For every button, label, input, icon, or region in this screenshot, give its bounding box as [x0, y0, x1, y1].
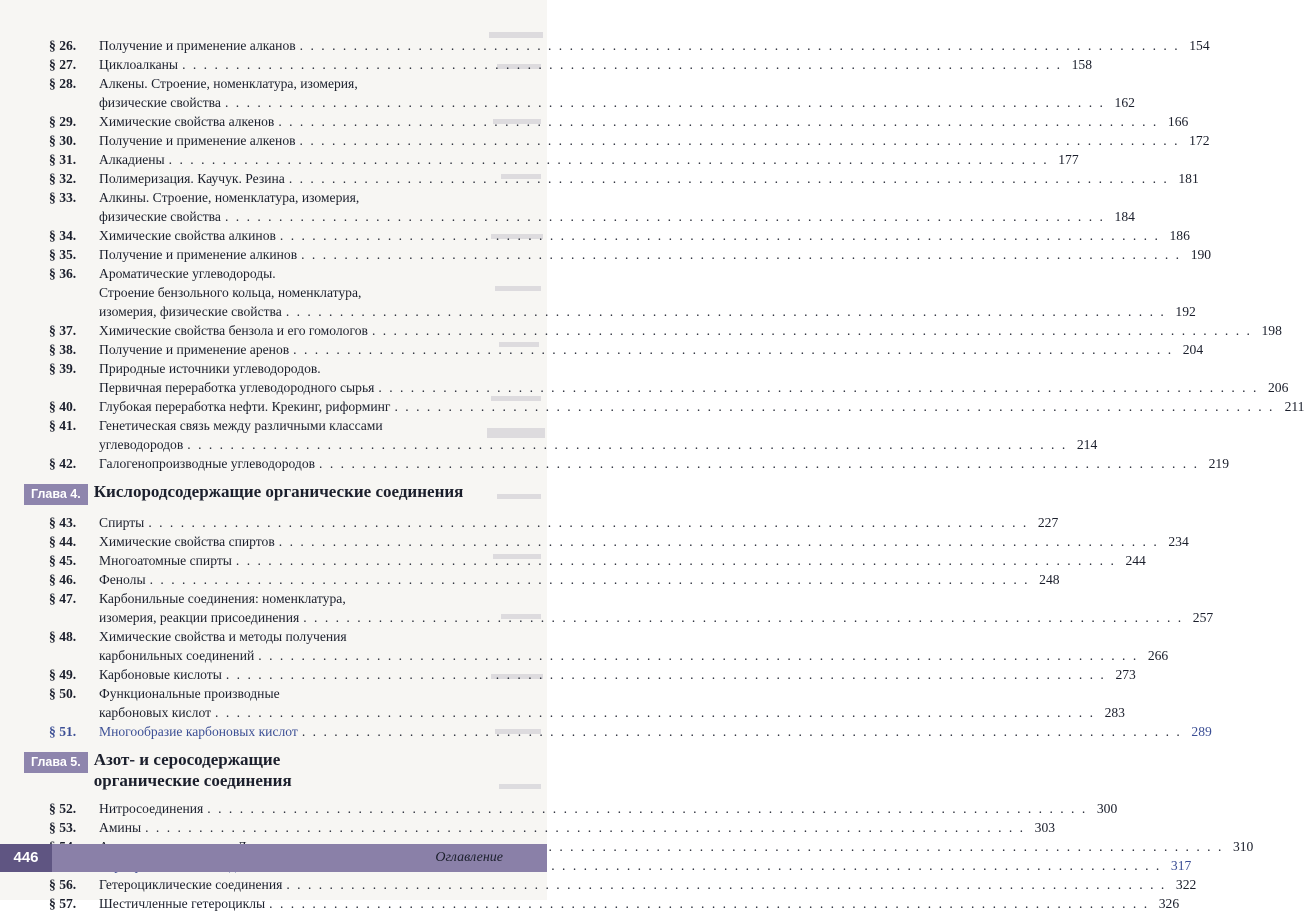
page-ref: 204: [1182, 342, 1204, 357]
table-of-contents: [31, 36, 1304, 913]
toc-entry[interactable]: [49, 454, 1229, 473]
page-ref: 300: [1096, 801, 1118, 816]
chapter-badge: Глава 5.: [24, 752, 88, 773]
section-title: Алкины. Строение, номенклатура, изомерия,: [99, 190, 360, 205]
page-ref: 190: [1190, 247, 1212, 262]
toc-entry[interactable]: [49, 875, 1197, 894]
page-ref: 214: [1076, 437, 1098, 452]
page-ref: 166: [1167, 114, 1189, 129]
page-ref: 317: [1170, 858, 1192, 873]
toc-entry[interactable]: [49, 513, 1059, 532]
section-number: § 35.: [49, 247, 77, 262]
section-title: Циклоалканы: [99, 57, 179, 72]
page-ref: 162: [1114, 95, 1135, 110]
section-number: § 56.: [49, 877, 77, 892]
page-number: 446: [0, 844, 52, 872]
section-title: Карбонильные соединения: номенклатура,: [99, 591, 346, 606]
page-ref: 303: [1034, 820, 1056, 835]
section-title: карбонильных соединений: [99, 648, 255, 663]
section-title: Амины: [99, 820, 142, 835]
dot-leader: [145, 818, 1025, 837]
section-number: § 34.: [49, 228, 77, 243]
section-number: § 33.: [49, 190, 77, 205]
dot-leader: [148, 513, 1028, 532]
section-number: § 32.: [49, 171, 77, 186]
section-number: § 41.: [49, 418, 77, 433]
dot-leader: [258, 646, 1138, 665]
section-title: карбоновых кислот: [99, 705, 212, 720]
section-number: § 44.: [49, 534, 77, 549]
dot-leader: [207, 799, 1087, 818]
section-number: § 51.: [49, 724, 77, 739]
page-ref: 219: [1208, 456, 1229, 471]
section-title: Строение бензольного кольца, номенклатура,: [99, 285, 362, 300]
page-ref: 244: [1125, 553, 1146, 568]
toc-entry[interactable]: [49, 589, 1214, 627]
toc-entry[interactable]: [49, 818, 1056, 837]
section-number: § 49.: [49, 667, 77, 682]
section-number: § 53.: [49, 820, 77, 835]
chapter-title-line: Кислородсодержащие органические соединения: [93, 482, 464, 501]
chapter-title: [88, 749, 292, 791]
page-ref: 184: [1114, 209, 1135, 224]
section-title: изомерия, физические свойства: [99, 304, 282, 319]
section-number: § 47.: [49, 591, 77, 606]
dot-leader: [372, 321, 1252, 340]
chapter-5-heading: [24, 749, 515, 791]
section-title: Получение и применение алкенов: [99, 133, 296, 148]
section-title: Нитросоединения: [99, 801, 204, 816]
section-title: Получение и применение алкинов: [99, 247, 298, 262]
toc-entry[interactable]: [49, 397, 1304, 416]
section-number: § 26.: [49, 38, 77, 53]
section-number: § 38.: [49, 342, 77, 357]
section-title: Алкадиены: [99, 152, 165, 167]
dot-leader: [187, 435, 1067, 454]
section-title: Карбоновые кислоты: [99, 667, 222, 682]
page-ref: 257: [1192, 610, 1214, 625]
page-ref: 227: [1037, 515, 1059, 530]
section-title: Глубокая переработка нефти. Крекинг, риформинг: [99, 399, 391, 414]
page-ref: 211: [1284, 399, 1304, 414]
page-ref: 154: [1189, 38, 1210, 53]
dot-leader: [278, 112, 1158, 131]
page-ref: 192: [1175, 304, 1196, 319]
section-title: Химические свойства спиртов: [99, 534, 275, 549]
dot-leader: [302, 722, 1182, 741]
toc-entry[interactable]: [49, 359, 1289, 397]
chapter-title: [88, 481, 464, 502]
section-number: § 43.: [49, 515, 77, 530]
section-title: Фенолы: [99, 572, 146, 587]
page-ref: 310: [1232, 839, 1254, 854]
section-number: § 46.: [49, 572, 77, 587]
page-ref: 289: [1191, 724, 1212, 739]
dot-leader: [215, 703, 1095, 722]
page-ref: 248: [1039, 572, 1060, 587]
section-title: Галогенопроизводные углеводородов: [99, 456, 316, 471]
dot-leader: [300, 131, 1180, 150]
chapter-4-heading: [24, 481, 515, 505]
dot-leader: [303, 608, 1183, 627]
toc-entry[interactable]: [49, 131, 1210, 150]
section-title: Генетическая связь между различными классами: [99, 418, 383, 433]
toc-entry[interactable]: [49, 188, 1135, 226]
toc-entry[interactable]: [49, 55, 1093, 74]
page-ref: 326: [1158, 896, 1180, 911]
toc-entry[interactable]: [49, 226, 1190, 245]
page-ref: 206: [1267, 380, 1289, 395]
section-number: § 50.: [49, 686, 77, 701]
section-number: § 48.: [49, 629, 77, 644]
dot-leader: [150, 570, 1030, 589]
section-number: § 29.: [49, 114, 77, 129]
section-title: Первичная переработка углеводородного сырья: [99, 380, 375, 395]
dot-leader: [169, 150, 1049, 169]
toc-entry[interactable]: [49, 627, 1169, 665]
dot-leader: [395, 397, 1275, 416]
section-title: Многоатомные спирты: [99, 553, 232, 568]
toc-entry[interactable]: [49, 321, 1282, 340]
dot-leader: [286, 875, 1166, 894]
section-title: Получение и применение аренов: [99, 342, 290, 357]
dot-leader: [182, 55, 1062, 74]
section-title: Шестичленные гетероциклы: [99, 896, 266, 911]
section-title: углеводородов: [99, 437, 184, 452]
section-title: физические свойства: [99, 95, 221, 110]
page-ref: 234: [1168, 534, 1189, 549]
section-title: Получение и применение алканов: [99, 38, 296, 53]
dot-leader: [225, 207, 1105, 226]
footer-section-title: Оглавление: [435, 850, 503, 865]
section-title: Химические свойства бензола и его гомологов: [99, 323, 368, 338]
section-title: Алкены. Строение, номенклатура, изомерия,: [99, 76, 358, 91]
dot-leader: [378, 378, 1258, 397]
dot-leader: [280, 226, 1160, 245]
dot-leader: [286, 302, 1166, 321]
dot-leader: [319, 454, 1199, 473]
page-ref: 266: [1147, 648, 1169, 663]
dot-leader: [279, 532, 1159, 551]
section-number: § 28.: [49, 76, 77, 91]
section-title: Гетероциклические соединения: [99, 877, 283, 892]
chapter-badge: Глава 4.: [24, 484, 88, 505]
toc-entry[interactable]: [49, 799, 1118, 818]
toc-entry[interactable]: [49, 245, 1212, 264]
toc-entry[interactable]: [49, 684, 1125, 722]
section-title: Многообразие карбоновых кислот: [99, 724, 298, 739]
toc-entry[interactable]: [49, 112, 1189, 131]
section-title: Спирты: [99, 515, 145, 530]
page-ref: 172: [1189, 133, 1210, 148]
page-ref: 322: [1175, 877, 1197, 892]
section-number: § 40.: [49, 399, 77, 414]
toc-entry[interactable]: [49, 74, 1135, 112]
section-number: § 31.: [49, 152, 77, 167]
dot-leader: [300, 36, 1180, 55]
section-number: § 36.: [49, 266, 77, 281]
dot-leader: [289, 169, 1169, 188]
toc-entry[interactable]: [49, 665, 1136, 684]
page-ref: 181: [1178, 171, 1199, 186]
section-title: Химические свойства и методы получения: [99, 629, 347, 644]
dot-leader: [269, 894, 1149, 913]
dot-leader: [236, 551, 1116, 570]
section-number: § 27.: [49, 57, 77, 72]
toc-entry[interactable]: [49, 551, 1146, 570]
page-footer: [0, 844, 547, 872]
section-title: Химические свойства алкенов: [99, 114, 275, 129]
toc-entry[interactable]: [49, 894, 1180, 913]
section-title: Функциональные производные: [99, 686, 280, 701]
section-title: Полимеризация. Каучук. Резина: [99, 171, 285, 186]
section-number: § 45.: [49, 553, 77, 568]
chapter-title-line: органические соединения: [93, 771, 292, 790]
toc-entry[interactable]: [49, 532, 1189, 551]
dot-leader: [293, 340, 1173, 359]
section-number: § 42.: [49, 456, 77, 471]
section-title: изомерия, реакции присоединения: [99, 610, 300, 625]
dot-leader: [225, 93, 1105, 112]
section-number: § 57.: [49, 896, 77, 911]
toc-entry[interactable]: [49, 416, 1098, 454]
section-title: физические свойства: [99, 209, 221, 224]
toc-entry[interactable]: [49, 264, 1196, 321]
toc-entry[interactable]: [49, 169, 1199, 188]
page-ref: 198: [1261, 323, 1282, 338]
toc-entry[interactable]: [49, 36, 1210, 55]
toc-entry[interactable]: [49, 340, 1204, 359]
dot-leader: [226, 665, 1106, 684]
section-title: Химические свойства алкинов: [99, 228, 276, 243]
page-ref: 273: [1115, 667, 1136, 682]
section-number: § 39.: [49, 361, 77, 376]
page-ref: 158: [1071, 57, 1093, 72]
toc-entry[interactable]: [49, 150, 1079, 169]
page-ref: 177: [1058, 152, 1079, 167]
toc-entry[interactable]: [49, 570, 1060, 589]
section-title: Природные источники углеводородов.: [99, 361, 321, 376]
section-title: Ароматические углеводороды.: [99, 266, 276, 281]
section-number: § 30.: [49, 133, 77, 148]
dot-leader: [301, 245, 1181, 264]
toc-entry[interactable]: [49, 722, 1212, 741]
section-number: § 52.: [49, 801, 77, 816]
chapter-title-line: Азот- и серосодержащие: [93, 750, 281, 769]
page-ref: 186: [1169, 228, 1190, 243]
section-number: § 37.: [49, 323, 77, 338]
page-ref: 283: [1104, 705, 1125, 720]
